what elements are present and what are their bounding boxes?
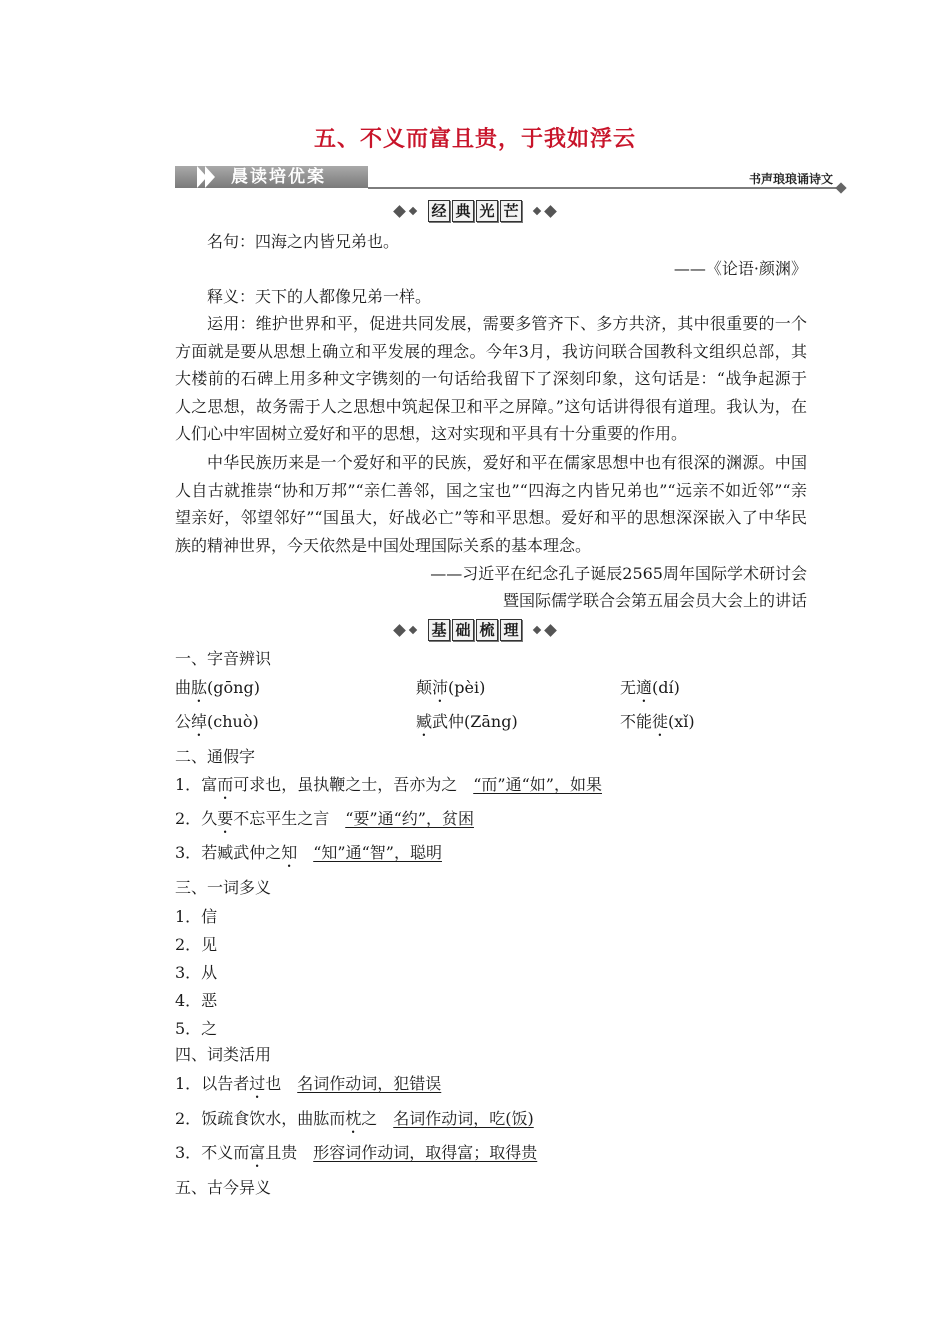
pron-item: 不能徙(xǐ) — [620, 712, 695, 731]
polysemy-item: 2．见 — [175, 935, 218, 954]
subsection-word-class: 四、词类活用 — [175, 1045, 272, 1064]
banner-label: 晨读培优案 — [231, 167, 326, 187]
quote-meaning: 释义：天下的人都像兄弟一样。 — [207, 287, 432, 306]
heading-char: 理 — [500, 619, 522, 641]
tongjia-item: 2．久要不忘平生之言 “要”通“约”，贫困 — [175, 809, 474, 828]
subsection-polysemy: 三、一词多义 — [175, 878, 272, 897]
polysemy-item: 4．恶 — [175, 991, 218, 1010]
heading-char: 芒 — [500, 200, 522, 222]
morning-reading-banner — [175, 162, 845, 190]
banner-subtitle: 书声琅琅诵诗文 — [748, 172, 833, 186]
pron-item: 无適(dí) — [620, 678, 680, 697]
diamond-icon — [544, 205, 557, 218]
diamond-icon — [544, 624, 557, 637]
polysemy-item: 1．信 — [175, 907, 218, 926]
section-heading-classic — [0, 200, 950, 224]
diamond-icon — [533, 626, 541, 634]
polysemy-item: 3．从 — [175, 963, 218, 982]
heading-char: 光 — [476, 200, 498, 222]
diamond-icon — [409, 626, 417, 634]
subsection-ancient-modern: 五、古今异义 — [175, 1178, 272, 1197]
section-heading-basics — [0, 619, 950, 643]
answer: “而”通“如”，如果 — [473, 775, 602, 794]
heading-char: 梳 — [476, 619, 498, 641]
quote-source: ——《论语·颜渊》 — [673, 259, 807, 278]
word-class-item: 1．以告者过也 名词作动词，犯错误 — [175, 1074, 442, 1093]
answer: “知”通“智”，聪明 — [313, 843, 442, 862]
diamond-icon — [409, 207, 417, 215]
page-title: 五、不义而富且贵，于我如浮云 — [313, 127, 636, 152]
word-class-item: 3．不义而富且贵 形容词作动词，取得富；取得贵 — [175, 1143, 538, 1162]
pron-item: 颠沛(pèi) — [416, 678, 486, 697]
diamond-icon — [393, 624, 406, 637]
diamond-icon — [393, 205, 406, 218]
pron-item: 曲肱(gōng) — [175, 678, 260, 697]
word-class-item: 2．饭疏食饮水，曲肱而枕之 名词作动词，吃(饭) — [175, 1109, 534, 1128]
famous-quote: 名句：四海之内皆兄弟也。 — [207, 232, 400, 251]
polysemy-item: 5．之 — [175, 1019, 218, 1038]
pron-item: 臧武仲(Zāng) — [416, 712, 518, 731]
history-paragraph: 中华民族历来是一个爱好和平的民族，爱好和平在儒家思想中也有很深的渊源。中国人自古就推崇“协和万邦”“亲仁善邻，国之宝也”“四海之内皆兄弟也”“远亲不如近邻”“亲望亲好，邻望邻好”“国虽大，好战必亡”等和平思想。爱好和平的思想深深嵌入了中华民族的精神世界，今天依然是中国处理国际关系的基本理念。 — [175, 453, 807, 555]
answer: 形容词作动词，取得富；取得贵 — [313, 1143, 538, 1162]
tongjia-item: 3．若臧武仲之知 “知”通“智”，聪明 — [175, 843, 442, 862]
heading-char: 经 — [428, 200, 450, 222]
chevron-right-icon — [205, 166, 215, 188]
answer: 名词作动词，犯错误 — [297, 1074, 442, 1093]
subsection-tongjia: 二、通假字 — [175, 747, 256, 766]
heading-char: 础 — [452, 619, 474, 641]
pron-item: 公绰(chuò) — [175, 712, 259, 731]
diamond-icon — [835, 182, 846, 193]
attribution-line-2: 暨国际儒学联合会第五届会员大会上的讲话 — [502, 591, 807, 610]
answer: “要”通“约”，贫困 — [345, 809, 474, 828]
subsection-pronunciation: 一、字音辨识 — [175, 649, 272, 668]
attribution-line-1: ——习近平在纪念孔子诞辰2565周年国际学术研讨会 — [430, 564, 807, 583]
usage-paragraph: 运用：维护世界和平，促进共同发展，需要多管齐下、多方共济，其中很重要的一个方面就是要从思想上确立和平发展的理念。今年3月，我访问联合国教科文组织总部，其大楼前的石碑上用多种文字镌刻的一句话给我留下了深刻印象，这句话是：“战争起源于人之思想，故务需于人之思想中筑起保卫和平之屏障。”这句话讲得很有道理。我认为，在人们心中牢固树立爱好和平的思想，这对实现和平具有十分重要的作用。 — [175, 314, 807, 444]
diamond-icon — [533, 207, 541, 215]
banner-divider — [368, 187, 838, 189]
answer: 名词作动词，吃(饭) — [393, 1109, 534, 1128]
tongjia-item: 1．富而可求也，虽执鞭之士，吾亦为之 “而”通“如”，如果 — [175, 775, 602, 794]
heading-char: 基 — [428, 619, 450, 641]
heading-char: 典 — [452, 200, 474, 222]
